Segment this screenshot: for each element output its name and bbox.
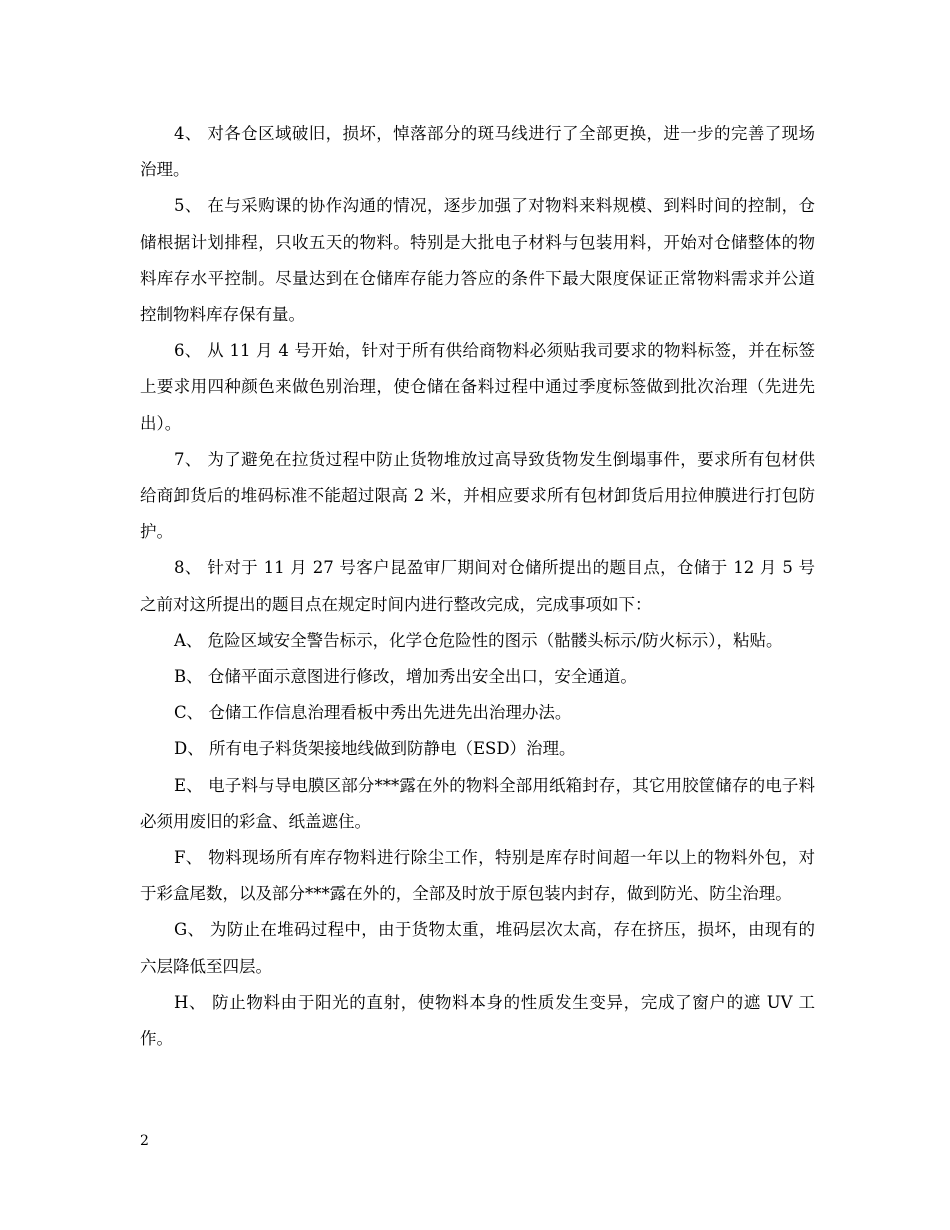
document-page	[140, 116, 815, 1057]
paragraph-item-a: A、 危险区域安全警告标示，化学仓危险性的图示（骷髅头标示/防火标示），粘贴。	[174, 630, 783, 650]
paragraph-item-4: 4、 对各仓区域破旧，损坏，悼落部分的斑马线进行了全部更换，进一步的完善了现场治理。	[140, 124, 815, 180]
paragraph-item-c: C、 仓储工作信息治理看板中秀出先进先出治理办法。	[174, 703, 572, 723]
paragraph-item-d: D、 所有电子料货架接地线做到防静电（ESD）治理。	[174, 739, 576, 759]
paragraph-item-h: H、 防止物料由于阳光的直射，使物料本身的性质发生变异，完成了窗户的遮 UV 工作。	[140, 992, 815, 1049]
page-number: 2	[140, 1133, 149, 1149]
paragraph-item-8: 8、 针对于 11 月 27 号客户昆盈审厂期间对仓储所提出的题目点，仓储于 12 月 5 号之前对这所提出的题目点在规定时间内进行整改完成，完成事项如下：	[140, 558, 815, 614]
paragraph-item-g: G、 为防止在堆码过程中，由于货物太重，堆码层次太高，存在挤压，损坏，由现有的六层降低至四层。	[140, 920, 815, 976]
paragraph-item-7: 7、 为了避免在拉货过程中防止货物堆放过高导致货物发生倒塌事件，要求所有包材供给商卸货后的堆码标准不能超过限高 2 米，并相应要求所有包材卸货后用拉伸膜进行打包防护。	[140, 449, 815, 542]
paragraph-item-5: 5、 在与采购课的协作沟通的情况，逐步加强了对物料来料规模、到料时间的控制，仓储根据计划排程，只收五天的物料。特别是大批电子材料与包装用料，开始对仓储整体的物料库存水平控制。尽量达到在仓储库存能力答应的条件下最大限度保证正常物料需求并公道控制物料库存保有量。	[140, 196, 815, 325]
paragraph-item-6: 6、 从 11 月 4 号开始，针对于所有供给商物料必须贴我司要求的物料标签，并在标签上要求用四种颜色来做色别治理，使仓储在备料过程中通过季度标签做到批次治理（先进先出）。	[140, 341, 815, 433]
paragraph-item-f: F、 物料现场所有库存物料进行除尘工作，特别是库存时间超一年以上的物料外包，对于彩盒尾数，以及部分***露在外的，全部及时放于原包装内封存，做到防光、防尘治理。	[140, 848, 815, 904]
paragraph-item-e: E、 电子料与导电膜区部分***露在外的物料全部用纸箱封存，其它用胶筐储存的电子料必须用废旧的彩盒、纸盖遮住。	[140, 775, 815, 831]
paragraph-item-b: B、 仓储平面示意图进行修改，增加秀出安全出口，安全通道。	[174, 667, 637, 687]
